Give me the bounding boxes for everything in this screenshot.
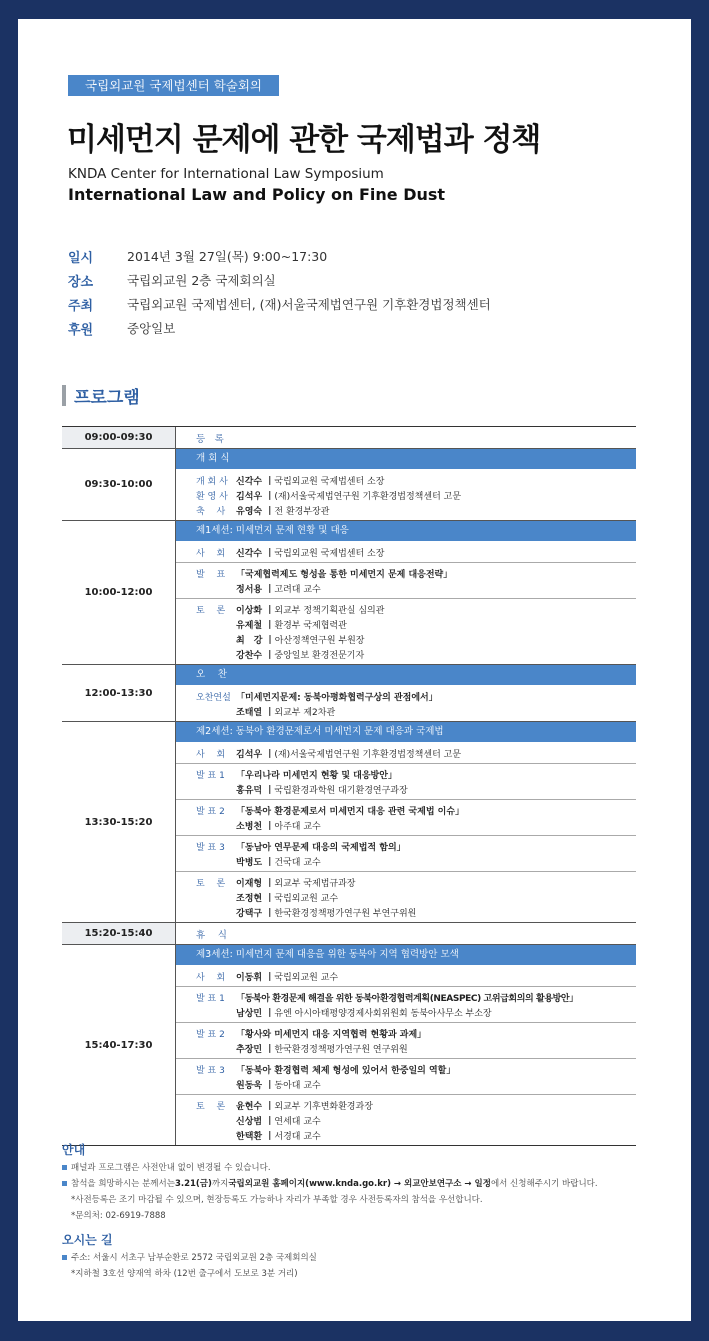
talk-title: 「동북아 환경문제로서 미세먼지 대응 관련 국제법 이슈」 (236, 807, 465, 817)
person-name: 신각수 (236, 477, 263, 487)
line: 개 회 사 신각수 | 국립외교원 국제법센터 소장 (176, 473, 636, 488)
segment (176, 470, 636, 520)
time-cell: 15:40-17:30 (62, 945, 176, 1145)
segment: 사 회 이동휘 | 국립외교원 교수 (176, 966, 636, 987)
segment: 발 표 3 「동남아 연무문제 대응의 국제법적 함의」 박병도 | 건국대 교수 (176, 836, 636, 872)
person-name: 조정현 (236, 894, 263, 904)
segment: 토 론 이상화 | 외교부 정책기획관실 심의관 유제철 | 환경부 국제협력관 최 강 | 아산정책연구원 부원장 강찬수 | 중앙일보 환경전문기자 (176, 599, 636, 664)
affiliation: 국립외교원 국제법센터 소장 (274, 549, 385, 559)
schedule-table (62, 426, 636, 1146)
person-name: 홍유덕 (236, 786, 263, 796)
person-name: 정서용 (236, 585, 263, 595)
event-kicker: 국립외교원 국제법센터 학술회의 (68, 75, 279, 96)
session-header: 제1세션: 미세먼지 문제 현황 및 대응 (176, 521, 636, 542)
line: 환 영 사 김석우 | (재)서울국제법연구원 기후환경법정책센터 고문 (176, 488, 636, 503)
info-key: 후원 (68, 322, 94, 338)
schedule-block (62, 427, 636, 449)
segment: 발 표 2 「황사와 미세먼지 대응 지역협력 현황과 과제」 추장민 | 한국환경정책평가연구원 연구위원 (176, 1023, 636, 1059)
role-label: 발 표 3 (196, 843, 225, 853)
time-cell: 13:30-15:20 (62, 722, 176, 922)
bullet-icon (62, 1255, 67, 1260)
session-header: 개 회 식 (176, 449, 636, 470)
role-label: 발 표 (196, 570, 226, 580)
segment: 오찬연설 「미세먼지문제: 동북아평화협력구상의 관점에서」 조태열 | 외교부 제2차관 (176, 686, 636, 721)
segment: 발 표 2 「동북아 환경문제로서 미세먼지 대응 관련 국제법 이슈」 소병천 | 아주대 교수 (176, 800, 636, 836)
person-name: 신각수 (236, 549, 263, 559)
affiliation: 외교부 기후변화환경과장 (274, 1102, 373, 1112)
program-heading (62, 384, 140, 406)
bullet-icon (62, 1181, 67, 1186)
info-key: 일시 (68, 250, 94, 266)
role-label: 환 영 사 (196, 492, 228, 502)
affiliation: 연세대 교수 (274, 1117, 321, 1127)
session-header: 오 찬 (176, 665, 636, 686)
person-name: 김석우 (236, 492, 263, 502)
role-label: 토 론 (196, 1102, 226, 1112)
time-cell: 10:00-12:00 (62, 521, 176, 664)
info-row-venue (68, 268, 491, 292)
directions-title: 오시는 길 (62, 1233, 113, 1247)
info-row-sponsor (68, 316, 491, 340)
talk-title: 「동남아 연무문제 대응의 국제법적 함의」 (236, 843, 406, 853)
person-name: 남상민 (236, 1009, 263, 1019)
person-name: 이재형 (236, 879, 263, 889)
info-value: 국립외교원 국제법센터, (재)서울국제법연구원 기후환경법정책센터 (127, 297, 491, 312)
role-label: 축 사 (196, 507, 226, 517)
program-title: 프로그램 (74, 387, 140, 408)
document-page (18, 19, 691, 1321)
schedule-block (62, 665, 636, 722)
segment: 발 표 3 「동북아 환경협력 체제 형성에 있어서 한중일의 역할」 원동욱 | 동아대 교수 (176, 1059, 636, 1095)
role-label: 발 표 3 (196, 1066, 225, 1076)
session-header: 제2세션: 동북아 환경문제로서 미세먼지 문제 대응과 국제법 (176, 722, 636, 743)
role-label: 발 표 1 (196, 771, 225, 781)
notice-line: 패널과 프로그램은 사전안내 없이 변경될 수 있습니다. (62, 1159, 598, 1175)
affiliation: 아주대 교수 (274, 822, 321, 832)
affiliation: 국립외교원 국제법센터 소장 (274, 477, 385, 487)
person-name: 신상범 (236, 1117, 263, 1127)
directions-line: 주소: 서울시 서초구 남부순환로 2572 국립외교원 2층 국제회의실 (62, 1249, 598, 1265)
talk-title: 「국제협력제도 형성을 통한 미세먼지 문제 대응전략」 (236, 570, 453, 580)
person-name: 추장민 (236, 1045, 263, 1055)
role-label: 오찬연설 (196, 693, 231, 703)
segment: 발 표 1 「우리나라 미세먼지 현황 및 대응방안」 홍유덕 | 국립환경과학원 대기환경연구과장 (176, 764, 636, 800)
role-label: 발 표 2 (196, 1030, 225, 1040)
info-row-host (68, 292, 491, 316)
directions-line: *지하철 3호선 양재역 하차 (12번 출구에서 도보로 3분 거리) (71, 1269, 298, 1279)
person-name: 유제철 (236, 621, 263, 631)
affiliation: 국립환경과학원 대기환경연구과장 (274, 786, 408, 796)
role-label: 사 회 (196, 750, 226, 760)
info-value: 2014년 3월 27일(목) 9:00~17:30 (127, 249, 328, 264)
affiliation: 한국환경정책평가연구원 연구위원 (274, 1045, 408, 1055)
event-info (68, 244, 491, 340)
affiliation: 유엔 아시아태평양경제사회위원회 동북아사무소 부소장 (274, 1009, 492, 1019)
page-title: 미세먼지 문제에 관한 국제법과 정책 (67, 122, 541, 158)
role-label: 사 회 (196, 973, 226, 983)
registration-path: 국립외교원 홈페이지(www.knda.go.kr) → 외교안보연구소 → 일정 (228, 1179, 491, 1189)
affiliation: 국립외교원 교수 (274, 973, 339, 983)
schedule-block (62, 521, 636, 665)
role-label: 개 회 사 (196, 477, 228, 487)
break-label: 휴 식 (196, 929, 227, 941)
notice-section (62, 1141, 598, 1281)
talk-title: 「우리나라 미세먼지 현황 및 대응방안」 (236, 771, 397, 781)
segment: 사 회 김석우 | (재)서울국제법연구원 기후환경법정책센터 고문 (176, 743, 636, 764)
person-name: 조태열 (236, 708, 263, 718)
role-label: 토 론 (196, 879, 226, 889)
person-name: 원동욱 (236, 1081, 263, 1091)
info-value: 국립외교원 2층 국제회의실 (127, 273, 276, 288)
person-name: 윤현수 (236, 1102, 263, 1112)
english-subtitle: KNDA Center for International Law Symposium (68, 166, 384, 182)
schedule-block (62, 449, 636, 521)
bullet-icon (62, 1165, 67, 1170)
info-key: 주최 (68, 298, 94, 314)
person-name: 한택환 (236, 1132, 263, 1142)
talk-title: 「미세먼지문제: 동북아평화협력구상의 관점에서」 (236, 693, 438, 703)
affiliation: 외교부 정책기획관실 심의관 (274, 606, 385, 616)
affiliation: 전 환경부장관 (274, 507, 330, 517)
segment: 발 표 「국제협력제도 형성을 통한 미세먼지 문제 대응전략」 정서용 | 고려대 교수 (176, 563, 636, 599)
schedule-block (62, 923, 636, 945)
talk-title: 「동북아 환경협력 체제 형성에 있어서 한중일의 역할」 (236, 1066, 456, 1076)
affiliation: 환경부 국제협력관 (274, 621, 347, 631)
heading-bar (62, 385, 66, 406)
segment: 토 론 이재형 | 외교부 국제법규과장 조정현 | 국립외교원 교수 강택구 | 한국환경정책평가연구원 부연구위원 (176, 872, 636, 922)
person-name: 이상화 (236, 606, 263, 616)
affiliation: 서경대 교수 (274, 1132, 321, 1142)
role-label: 발 표 2 (196, 807, 225, 817)
talk-title: 「황사와 미세먼지 대응 지역협력 현황과 과제」 (236, 1030, 427, 1040)
registration-label: 등 록 (196, 433, 224, 445)
line: 축 사 유영숙 | 전 환경부장관 (176, 503, 636, 518)
person-name: 최 강 (236, 636, 263, 646)
affiliation: 외교부 국제법규과장 (274, 879, 356, 889)
affiliation: 한국환경정책평가연구원 부연구위원 (274, 909, 417, 919)
person-name: 소병천 (236, 822, 263, 832)
affiliation: 고려대 교수 (274, 585, 321, 595)
segment: 발 표 1 「동북아 환경문제 해결을 위한 동북아환경협력계획(NEASPEC) 고위급회의의 활용방안」 남상민 | 유엔 아시아태평양경제사회위원회 동북아사무소 부소장 (176, 987, 636, 1023)
person-name: 김석우 (236, 750, 263, 760)
affiliation: 국립외교원 교수 (274, 894, 339, 904)
notice-contact: *문의처: 02-6919-7888 (71, 1211, 166, 1221)
info-row-date (68, 244, 491, 268)
affiliation: 동아대 교수 (274, 1081, 321, 1091)
talk-title: 「동북아 환경문제 해결을 위한 동북아환경협력계획(NEASPEC) 고위급회의의 활용방안」 (236, 994, 578, 1004)
notice-line: 참석을 희망하시는 분께서는 3.21(금) 까지 국립외교원 홈페이지(www.knda.go.kr) → 외교안보연구소 → 일정 에서 신청해주시기 바랍니다. (62, 1175, 598, 1191)
time-cell: 15:20-15:40 (62, 923, 176, 944)
time-cell: 09:30-10:00 (62, 449, 176, 520)
info-key: 장소 (68, 274, 94, 290)
person-name: 박병도 (236, 858, 263, 868)
role-label: 토 론 (196, 606, 226, 616)
affiliation: 외교부 제2차관 (274, 708, 336, 718)
affiliation: 중앙일보 환경전문기자 (274, 651, 365, 661)
notice-line: *사전등록은 조기 마감될 수 있으며, 현장등록도 가능하나 자리가 부족할 경우 사전등록자의 참석을 우선합니다. (71, 1195, 483, 1205)
notice-title: 안내 (62, 1143, 86, 1157)
affiliation: (재)서울국제법연구원 기후환경법정책센터 고문 (274, 492, 462, 502)
affiliation: 아산정책연구원 부원장 (274, 636, 365, 646)
time-cell: 12:00-13:30 (62, 665, 176, 721)
role-label: 사 회 (196, 549, 226, 559)
person-name: 이동휘 (236, 973, 263, 983)
person-name: 유영숙 (236, 507, 263, 517)
affiliation: 건국대 교수 (274, 858, 321, 868)
schedule-block (62, 722, 636, 923)
time-cell: 09:00-09:30 (62, 427, 176, 448)
english-title: International Law and Policy on Fine Dust (68, 185, 446, 204)
session-header: 제3세션: 미세먼지 문제 대응을 위한 동북아 지역 협력방안 모색 (176, 945, 636, 966)
person-name: 강택구 (236, 909, 263, 919)
affiliation: (재)서울국제법연구원 기후환경법정책센터 고문 (274, 750, 462, 760)
info-value: 중앙일보 (127, 321, 176, 336)
person-name: 강찬수 (236, 651, 263, 661)
segment: 토 론 윤현수 | 외교부 기후변화환경과장 신상범 | 연세대 교수 한택환 | 서경대 교수 (176, 1095, 636, 1145)
segment: 사 회 신각수 | 국립외교원 국제법센터 소장 (176, 542, 636, 563)
role-label: 발 표 1 (196, 994, 225, 1004)
schedule-block (62, 945, 636, 1145)
